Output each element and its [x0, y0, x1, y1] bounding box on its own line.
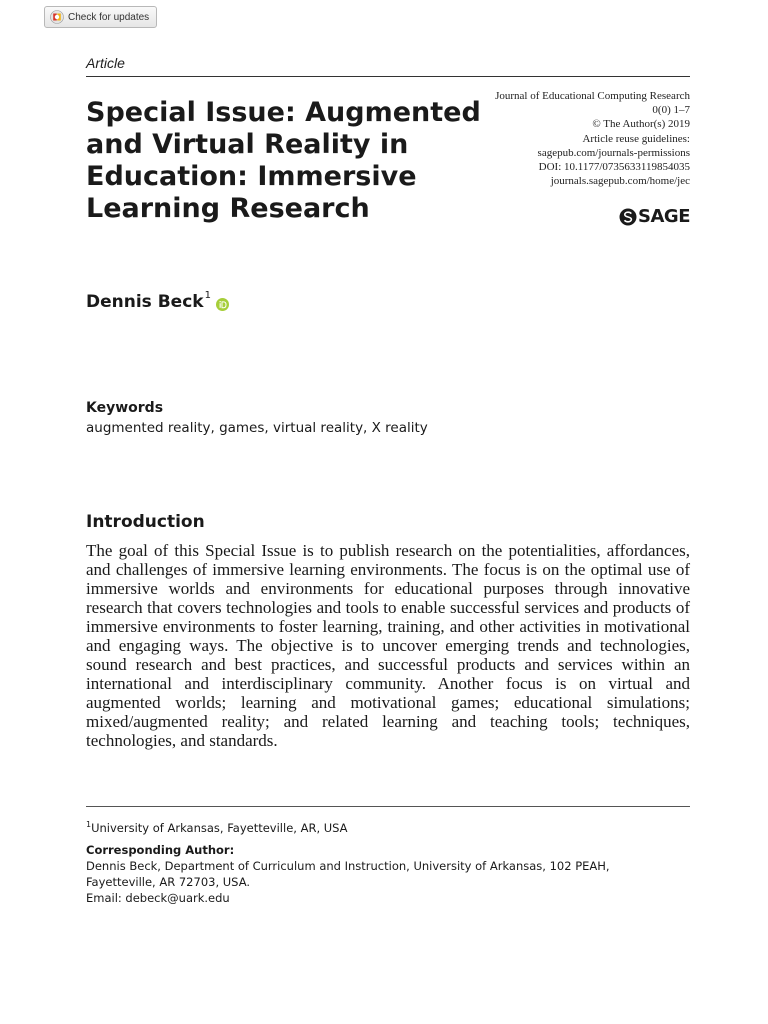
header-divider: [86, 76, 690, 77]
keywords-heading: Keywords: [86, 400, 164, 416]
crossmark-icon: [50, 10, 64, 24]
corresponding-author-email[interactable]: Email: debeck@uark.edu: [86, 890, 230, 905]
permissions-link[interactable]: sagepub.com/journals-permissions: [537, 146, 690, 159]
footnote-affiliation: [86, 817, 690, 836]
journal-name: Journal of Educational Computing Research: [495, 90, 690, 102]
introduction-body: The goal of this Special Issue is to publish research on the potentialities, affordances, and challenges of immersive learning environments. The focus is on the optimal use of immersive worlds and environments for educational purposes through innovative research that covers technologies and tools to enable successful services and products of immersive environments to foster learning, training, and other activities in motivational and engaging ways. The objective is to uncover emerging trends and technologies, sound research and best practices, and successful products and services within an international and interdisciplinary community. Another focus is on virtual and augmented worlds; learning and motivational games; educational simulations; mixed/augmented reality; and related learning and teaching tools; techniques, technologies, and standards.: [86, 541, 690, 750]
journal-home-link[interactable]: journals.sagepub.com/home/jec: [550, 175, 690, 188]
footnote-affiliation-marker: 1: [86, 820, 92, 829]
author-name: Dennis Beck: [86, 292, 204, 312]
corresponding-author-heading: Corresponding Author:: [86, 842, 235, 857]
sage-s-icon: [619, 208, 637, 226]
article-title: Special Issue: Augmented and Virtual Reality in Education: Immersive Learning Research: [86, 97, 481, 224]
footnote-divider: [86, 806, 690, 807]
orcid-icon[interactable]: [216, 298, 229, 311]
footnotes: [86, 817, 690, 906]
corresponding-author-line1: Dennis Beck, Department of Curriculum and Instruction, University of Arkansas, 102 PEAH,: [86, 858, 610, 873]
copyright-notice: © The Author(s) 2019: [592, 118, 690, 131]
publisher-name: SAGE: [638, 206, 690, 227]
article-type-label: Article: [86, 55, 125, 71]
footnote-affiliation-text: University of Arkansas, Fayetteville, AR, USA: [91, 820, 348, 835]
introduction-heading: Introduction: [86, 512, 205, 532]
doi-link[interactable]: DOI: 10.1177/0735633119854035: [538, 161, 690, 174]
check-for-updates-label: Check for updates: [68, 11, 150, 23]
keywords-list: augmented reality, games, virtual reality, X reality: [86, 420, 428, 436]
author-affiliation-marker: 1: [204, 290, 211, 301]
author-line: [86, 292, 229, 312]
reuse-guidelines: Article reuse guidelines:: [582, 132, 690, 145]
journal-info: [440, 89, 690, 188]
sage-logo: [619, 207, 690, 227]
corresponding-author-line2: Fayetteville, AR 72703, USA.: [86, 874, 251, 889]
check-for-updates-button[interactable]: [44, 6, 157, 28]
journal-volume: 0(0) 1–7: [652, 104, 690, 117]
